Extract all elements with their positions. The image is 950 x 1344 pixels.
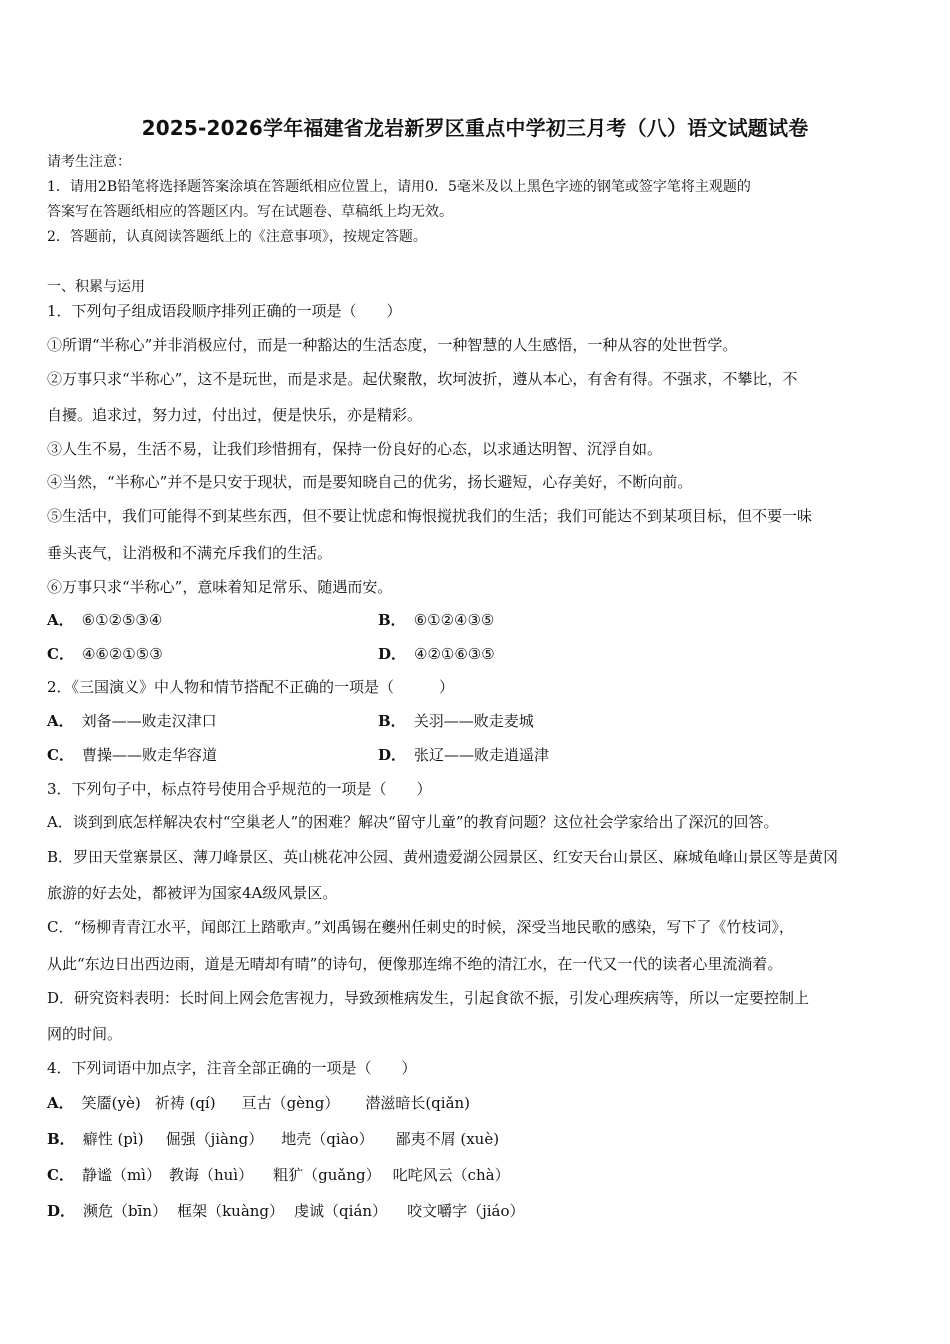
q4-option-d[interactable] [47, 1201, 907, 1221]
q3-option-b[interactable]: B．罗田天堂寨景区、薄刀峰景区、英山桃花冲公园、黄州遗爱湖公园景区、红安天台山景区、麻城龟峰山景区等是黄冈 [47, 848, 839, 866]
q1-sentence-4: ④当然，“半称心”并不是只安于现状，而是要知晓自己的优劣，扬长避短，心存美好，不断向前。 [47, 473, 693, 491]
option-letter: C． [47, 746, 74, 764]
notice-heading: 请考生注意： [47, 154, 131, 170]
q1-option-c[interactable] [47, 644, 347, 664]
q1-sentence-2: ②万事只求“半称心”，这不是玩世，而是求是。起伏聚散，坎坷波折，遵从本心，有舍有得。不强求，不攀比，不 [47, 370, 798, 388]
option-text: 张辽——败走逍遥津 [414, 746, 550, 764]
q3-option-c-cont: 从此“东边日出西边雨，道是无晴却有晴”的诗句，便像那连绵不绝的清江水，在一代又一代的读者心里流淌着。 [47, 955, 783, 973]
q1-sentence-5-cont: 垂头丧气，让消极和不满充斥我们的生活。 [47, 544, 333, 562]
q1-option-a[interactable] [47, 610, 347, 630]
option-text: ⑥①②④③⑤ [413, 611, 495, 629]
option-letter: C． [47, 1166, 74, 1184]
q3-option-d[interactable]: D．研究资料表明：长时间上网会危害视力，导致颈椎病发生，引起食欲不振，引发心理疾病等，所以一定要控制上 [47, 989, 810, 1007]
option-letter: C． [47, 645, 74, 663]
option-text: ⑥①②⑤③④ [81, 611, 163, 629]
notice-item-1-line-1: 1．请用2B铅笔将选择题答案涂填在答题纸相应位置上，请用0．5毫米及以上黑色字迹的钢笔或签字笔将主观题的 [47, 179, 751, 195]
word-item: 潜滋暗长(qiǎn) [365, 1094, 471, 1112]
q4-stem: 4．下列词语中加点字，注音全部正确的一项是（ ） [47, 1059, 417, 1077]
word-item: 教诲（huì） [168, 1166, 254, 1184]
q3-option-a[interactable]: A．谈到到底怎样解决农村“空巢老人”的困难？解决“留守儿童”的教育问题？这位社会学家给出了深沉的回答。 [47, 813, 779, 831]
q2-option-d[interactable] [378, 745, 678, 765]
q2-stem: 2．《三国演义》中人物和情节搭配不正确的一项是（ ） [47, 678, 455, 696]
q2-option-b[interactable] [378, 711, 678, 731]
word-item: 地壳（qiào） [281, 1130, 374, 1148]
q1-stem: 1．下列句子组成语段顺序排列正确的一项是（ ） [47, 302, 402, 320]
option-letter: D． [378, 645, 407, 663]
q3-option-d-cont: 网的时间。 [47, 1025, 123, 1043]
notice-item-2: 2．答题前，认真阅读答题纸上的《注意事项》，按规定答题。 [47, 229, 427, 245]
word-item: 叱咤风云（chà） [392, 1166, 510, 1184]
option-letter: B． [47, 1130, 75, 1148]
q4-option-c[interactable] [47, 1165, 907, 1185]
word-item: 鄙夷不屑 (xuè) [395, 1130, 500, 1148]
word-item: 框架（kuàng） [177, 1202, 285, 1220]
section-heading: 一、积累与运用 [47, 279, 145, 295]
word-item: 濒危（bīn） [83, 1202, 168, 1220]
word-item: 咬文嚼字（jiáo） [407, 1202, 525, 1220]
word-item: 虔诚（qián） [294, 1202, 388, 1220]
option-text: ④②①⑥③⑤ [414, 645, 495, 663]
page-title: 2025-2026学年福建省龙岩新罗区重点中学初三月考（八）语文试题试卷 [141, 116, 809, 140]
option-letter: B． [378, 712, 406, 730]
q3-option-c[interactable]: C．“杨柳青青江水平，闻郎江上踏歌声。”刘禹锡在夔州任刺史的时候，深受当地民歌的感染，写下了《竹枝词》， [47, 918, 794, 936]
q1-option-d[interactable] [378, 644, 678, 664]
q1-sentence-6: ⑥万事只求“半称心”，意味着知足常乐、随遇而安。 [47, 578, 393, 596]
word-item: 笑靥(yè) [81, 1094, 141, 1112]
q4-option-b[interactable] [47, 1129, 907, 1149]
q1-sentence-3: ③人生不易，生活不易，让我们珍惜拥有，保持一份良好的心态，以求通达明智、沉浮自如。 [47, 440, 663, 458]
word-item: 静谧（mì） [81, 1166, 161, 1184]
option-text: ④⑥②①⑤③ [81, 645, 163, 663]
word-item: 亘古（gèng） [241, 1094, 340, 1112]
q1-option-b[interactable] [378, 610, 678, 630]
word-item: 倔强（jiàng） [165, 1130, 264, 1148]
q2-option-a[interactable] [47, 711, 347, 731]
q3-option-b-cont: 旅游的好去处，都被评为国家4A级风景区。 [47, 884, 338, 902]
option-text: 曹操——败走华容道 [81, 746, 217, 764]
q1-sentence-5: ⑤生活中，我们可能得不到某些东西，但不要让忧虑和悔恨搅扰我们的生活；我们可能达不到某项目标，但不要一味 [47, 507, 813, 525]
q1-sentence-1: ①所谓“半称心”并非消极应付，而是一种豁达的生活态度，一种智慧的人生感悟，一种从容的处世哲学。 [47, 336, 738, 354]
q2-option-c[interactable] [47, 745, 347, 765]
option-letter: A． [47, 611, 74, 629]
q3-stem: 3．下列句子中，标点符号使用合乎规范的一项是（ ） [47, 780, 432, 798]
notice-item-1-line-2: 答案写在答题纸相应的答题区内。写在试题卷、草稿纸上均无效。 [47, 204, 453, 220]
word-item: 癖性 (pì) [82, 1130, 144, 1148]
option-text: 关羽——败走麦城 [413, 712, 534, 730]
word-item: 祈祷 (qí) [154, 1094, 216, 1112]
option-letter: B． [378, 611, 406, 629]
option-letter: A． [47, 1094, 74, 1112]
q1-sentence-2-cont: 自擾。追求过，努力过，付出过，便是快乐，亦是精彩。 [47, 406, 423, 424]
option-letter: D． [47, 1202, 76, 1220]
q4-option-a[interactable] [47, 1093, 907, 1113]
word-item: 粗犷（guǎng） [273, 1166, 381, 1184]
option-text: 刘备——败走汉津口 [81, 712, 217, 730]
option-letter: A． [47, 712, 74, 730]
option-letter: D． [378, 746, 407, 764]
